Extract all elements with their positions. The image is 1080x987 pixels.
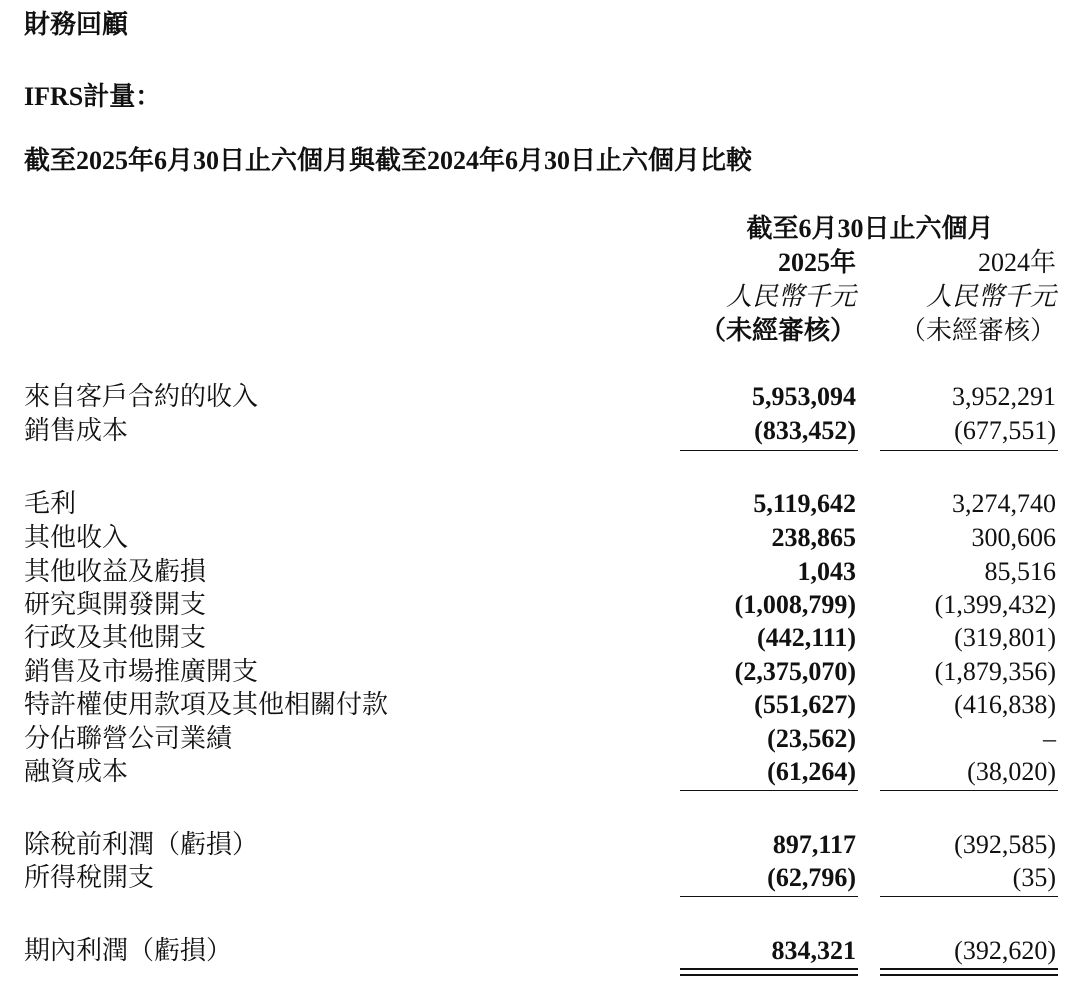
value-2025: 5,953,094 <box>752 382 856 411</box>
table-row <box>0 861 1080 895</box>
subtotal-rule-2025 <box>680 790 858 791</box>
subtotal-rule-2025 <box>680 450 858 451</box>
total-double-rule-2025 <box>680 968 858 976</box>
row-label: 期內利潤（虧損） <box>24 936 233 965</box>
value-2025: (551,627) <box>754 690 856 719</box>
row-label: 銷售及市場推廣開支 <box>24 657 259 686</box>
value-2025: (2,375,070) <box>734 657 856 686</box>
row-label: 毛利 <box>24 489 77 518</box>
period-header: 截至6月30日止六個月 <box>746 214 994 243</box>
value-2025: (23,562) <box>767 724 856 753</box>
row-label: 銷售成本 <box>24 416 129 445</box>
row-label: 分佔聯營公司業績 <box>24 724 233 753</box>
row-label: 除稅前利潤（虧損） <box>24 830 259 859</box>
value-2025: (62,796) <box>767 863 856 892</box>
value-2025: (1,008,799) <box>734 590 856 619</box>
table-row <box>0 588 1080 622</box>
row-label: 其他收益及虧損 <box>24 557 207 586</box>
audit-status-2024-header: （未經審核） <box>899 316 1056 345</box>
row-label: 融資成本 <box>24 757 129 786</box>
row-label: 來自客戶合約的收入 <box>24 382 259 411</box>
table-row <box>0 655 1080 689</box>
value-2024: (392,585) <box>954 830 1056 859</box>
value-2025: (442,111) <box>757 623 856 652</box>
value-2025: 5,119,642 <box>753 489 856 518</box>
value-2024: (1,399,432) <box>934 590 1056 619</box>
table-row <box>0 722 1080 756</box>
value-2025: (833,452) <box>754 416 856 445</box>
subtotal-rule-2024 <box>880 790 1058 791</box>
row-label: 所得稅開支 <box>24 863 155 892</box>
table-row <box>0 934 1080 968</box>
year-2025-header: 2025年 <box>777 248 856 277</box>
value-2024: (319,801) <box>954 623 1056 652</box>
value-2025: (61,264) <box>767 757 856 786</box>
currency-2025-header: 人民幣千元 <box>725 282 856 311</box>
row-label: 研究與開發開支 <box>24 590 207 619</box>
table-row <box>0 688 1080 722</box>
table-row <box>0 414 1080 448</box>
value-2024: 3,274,740 <box>952 489 1056 518</box>
value-2024: (677,551) <box>954 416 1056 445</box>
value-2024: – <box>1043 724 1056 753</box>
value-2025: 897,117 <box>772 830 856 859</box>
table-row <box>0 380 1080 414</box>
row-label: 行政及其他開支 <box>24 623 207 652</box>
subtotal-rule-2024 <box>880 450 1058 451</box>
measurement-basis: IFRS計量： <box>24 82 162 111</box>
value-2024: 3,952,291 <box>952 382 1056 411</box>
row-label: 其他收入 <box>24 523 129 552</box>
audit-status-2025-header: （未經審核） <box>699 316 856 345</box>
table-row <box>0 828 1080 862</box>
value-2024: (1,879,356) <box>934 657 1056 686</box>
table-row <box>0 555 1080 589</box>
table-row <box>0 521 1080 555</box>
total-double-rule-2024 <box>880 968 1058 976</box>
value-2024: 85,516 <box>984 557 1056 586</box>
comparison-title: 截至2025年6月30日止六個月與截至2024年6月30日止六個月比較 <box>24 146 753 175</box>
value-2024: (35) <box>1012 863 1056 892</box>
section-title: 財務回顧 <box>24 10 129 40</box>
row-label: 特許權使用款項及其他相關付款 <box>24 690 389 719</box>
value-2024: (38,020) <box>967 757 1056 786</box>
value-2025: 238,865 <box>771 523 856 552</box>
year-2024-header: 2024年 <box>977 248 1056 277</box>
subtotal-rule-2024 <box>880 896 1058 897</box>
table-row <box>0 621 1080 655</box>
value-2024: (416,838) <box>954 690 1056 719</box>
table-row <box>0 487 1080 521</box>
currency-2024-header: 人民幣千元 <box>925 282 1056 311</box>
value-2025: 1,043 <box>797 557 856 586</box>
value-2025: 834,321 <box>771 936 856 965</box>
value-2024: (392,620) <box>954 936 1056 965</box>
table-row <box>0 755 1080 789</box>
value-2024: 300,606 <box>971 523 1056 552</box>
subtotal-rule-2025 <box>680 896 858 897</box>
